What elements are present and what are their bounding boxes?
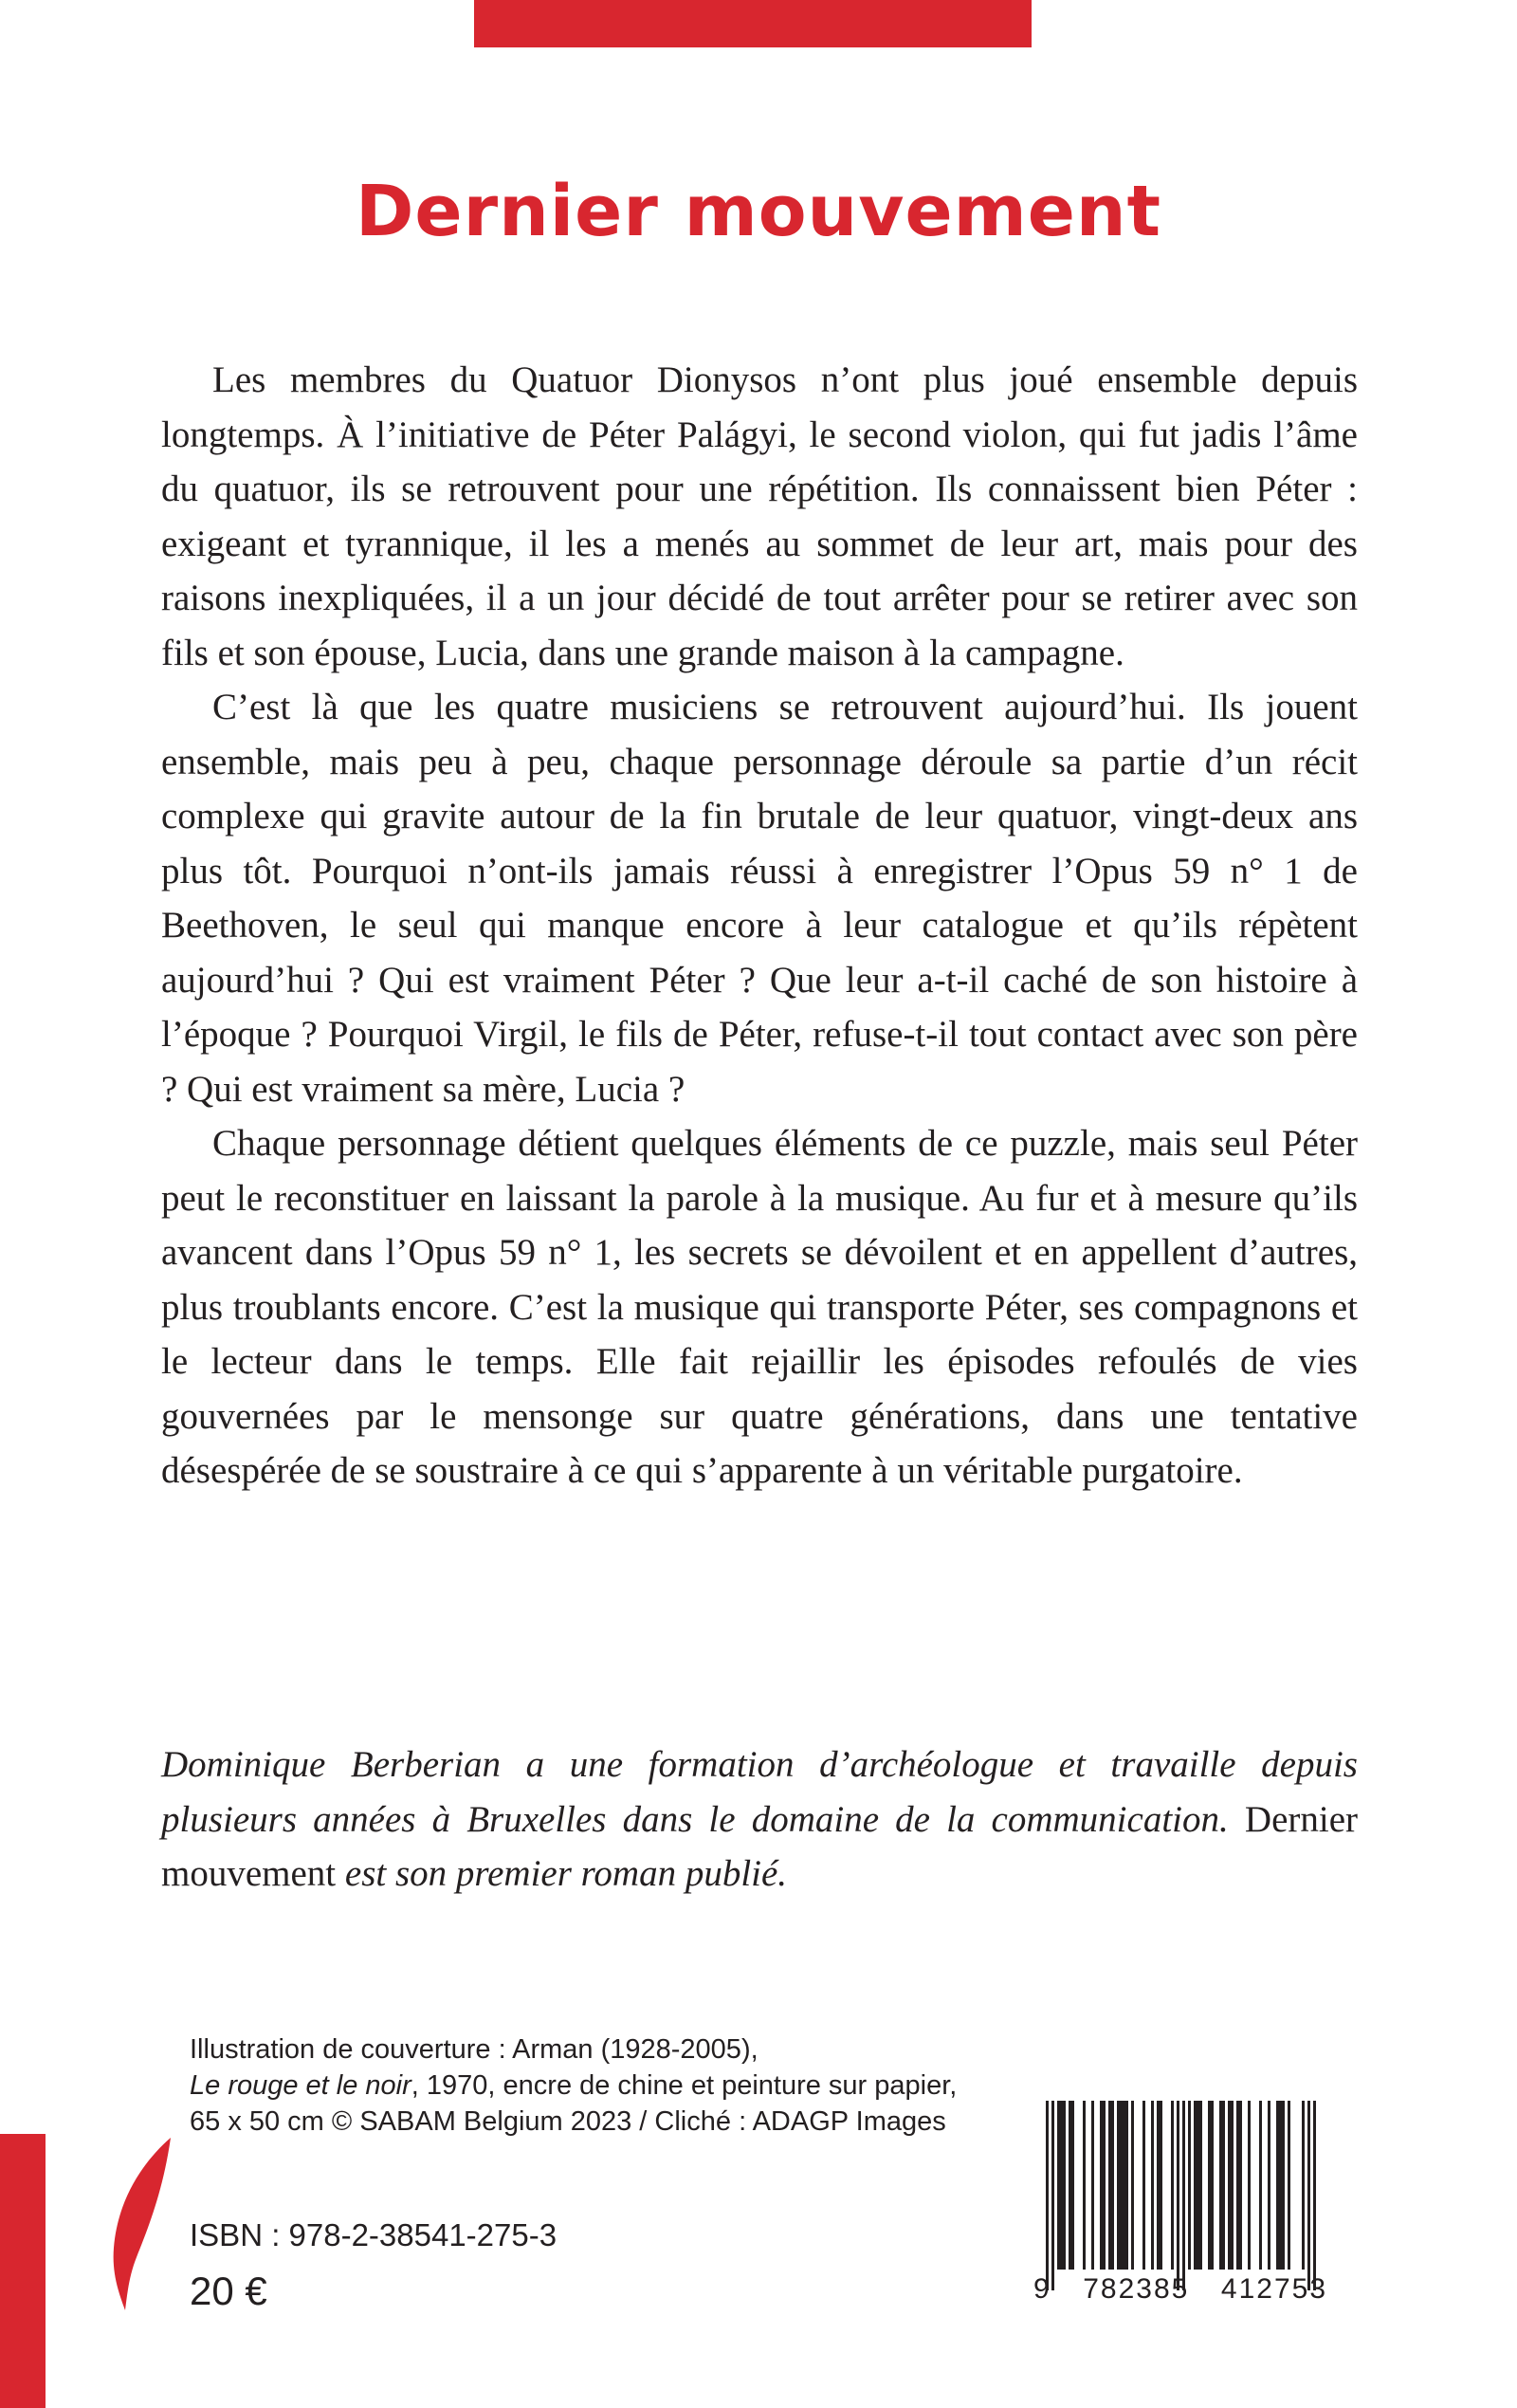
side-accent-bar xyxy=(0,2134,46,2408)
barcode-bar xyxy=(1282,2101,1285,2270)
barcode-bar xyxy=(1071,2101,1074,2270)
cover-credits xyxy=(190,2031,1119,2140)
barcode-left-group: 782385 xyxy=(1083,2273,1190,2305)
barcode-digits xyxy=(1033,2273,1327,2306)
barcode-bar xyxy=(1194,2101,1197,2270)
credits-line-3: 65 x 50 cm © SABAM Belgium 2023 / Cliché : ADAGP Images xyxy=(190,2106,946,2137)
barcode-bar xyxy=(1182,2101,1185,2290)
red-feather-quill-icon xyxy=(104,2134,180,2314)
barcode-bar xyxy=(1211,2101,1214,2270)
barcode-bar xyxy=(1046,2101,1049,2290)
barcode-bar xyxy=(1248,2101,1251,2270)
barcode-bar xyxy=(1228,2101,1231,2270)
top-accent-bar xyxy=(474,0,1032,47)
barcode-bar xyxy=(1151,2101,1154,2270)
barcode-bar xyxy=(1219,2101,1222,2270)
credits-line-2 xyxy=(190,2068,1119,2104)
barcode-bar xyxy=(1063,2101,1066,2270)
barcode-bar xyxy=(1100,2101,1103,2270)
barcode-bar xyxy=(1268,2101,1270,2270)
barcode-bar xyxy=(1239,2101,1242,2270)
barcode-bar xyxy=(1288,2101,1290,2270)
barcode-bar xyxy=(1083,2101,1086,2270)
author-bio-text xyxy=(161,1737,1358,1902)
blurb xyxy=(161,353,1358,1498)
barcode-bar xyxy=(1120,2101,1123,2270)
barcode-bar xyxy=(1313,2101,1316,2290)
artwork-details: , 1970, encre de chine et peinture sur papier, xyxy=(411,2070,958,2101)
isbn: ISBN : 978-2-38541-275-3 xyxy=(190,2217,557,2252)
barcode-bar xyxy=(1276,2101,1279,2270)
barcode-bar xyxy=(1197,2101,1199,2270)
barcode-bar xyxy=(1279,2101,1282,2270)
barcode-bar xyxy=(1108,2101,1111,2270)
barcode-bar xyxy=(1125,2101,1128,2270)
barcode-bar xyxy=(1222,2101,1225,2270)
barcode-bar xyxy=(1051,2101,1054,2290)
blurb-paragraph-1: Les membres du Quatuor Dionysos n’ont plus joué ensemble depuis longtemps. À l’initiative de Péter Palágyi, le second violon, qui fut jadis l’âme du quatuor, ils se retrouvent pour une répétition. Ils connaissent bien Péter : exigeant et tyrannique, il les a menés au sommet de leur art, mais pour des raisons inexpliquées, il a un jour décidé de tout arrêter pour se retirer avec son fils et son épouse, Lucia, dans une grande maison à la campagne. xyxy=(161,359,1358,673)
barcode-bar xyxy=(1171,2101,1174,2270)
barcode-bar xyxy=(1060,2101,1063,2270)
credits-line-1: Illustration de couverture : Arman (1928-2005), xyxy=(190,2034,758,2065)
price: 20 € xyxy=(190,2269,267,2313)
barcode-bar xyxy=(1057,2101,1060,2270)
barcode-bar xyxy=(1157,2101,1160,2270)
barcode-bar xyxy=(1231,2101,1234,2270)
barcode-bar xyxy=(1307,2101,1310,2290)
barcode-bar xyxy=(1142,2101,1145,2270)
barcode-bar xyxy=(1160,2101,1162,2270)
barcode-bar xyxy=(1123,2101,1125,2270)
author-bio-line-end: est son premier roman publié. xyxy=(336,1853,788,1894)
barcode-right-group: 412753 xyxy=(1220,2273,1327,2305)
barcode-bar xyxy=(1111,2101,1114,2270)
barcode-bar xyxy=(1208,2101,1211,2270)
author-bio-line: Dominique Berberian a une formation d’archéologue et travaille depuis plusieurs années à Bruxelles dans le domaine de la communication. xyxy=(161,1744,1358,1840)
barcode-bar xyxy=(1131,2101,1134,2270)
book-title: Dernier mouvement xyxy=(355,171,1161,252)
author-bio xyxy=(161,1737,1358,1902)
blurb-paragraph-3: Chaque personnage détient quelques éléments de ce puzzle, mais seul Péter peut le reconstituer en laissant la parole à la musique. Au fur et à mesure qu’ils avancent dans l’Opus 59 n° 1, les secrets se dévoilent et en appellent d’autres, plus troublants encore. C’est la musique qui transporte Péter, ses compagnons et le lecteur dans le temps. Elle fait rejaillir les épisodes refoulés de vies gouvernées par le mensonge sur quatre générations, dans une tentative désespérée de se soustraire à ce qui s’apparente à un véritable purgatoire. xyxy=(161,1123,1358,1491)
barcode-bar xyxy=(1103,2101,1106,2270)
blurb-paragraph-2: C’est là que les quatre musiciens se retrouvent aujourd’hui. Ils jouent ensemble, mais peu à peu, chaque personnage déroule sa partie d’un récit complexe qui gravite autour de la fin brutale de leur quatuor, vingt-deux ans plus tôt. Pourquoi n’ont-ils jamais réussi à enregistrer l’Opus 59 n° 1 de Beethoven, le seul qui manque encore à leur catalogue et qu’ils répètent aujourd’hui ? Qui est vraiment Péter ? Que leur a-t-il caché de son histoire à l’époque ? Pourquoi Virgil, le fils de Péter, refuse-t-il tout contact avec son père ? Qui est vraiment sa mère, Lucia ? xyxy=(161,687,1358,1110)
barcode-bar xyxy=(1199,2101,1202,2270)
barcode-bar xyxy=(1188,2101,1191,2270)
feather-shape xyxy=(114,2138,171,2310)
barcode-bar xyxy=(1177,2101,1179,2290)
barcode-bar xyxy=(1302,2101,1305,2270)
barcode-first-digit: 9 xyxy=(1033,2273,1051,2305)
barcode-bar xyxy=(1091,2101,1094,2270)
barcode-bar xyxy=(1069,2101,1071,2270)
barcode-bar xyxy=(1259,2101,1262,2270)
author-bio-book-title: Dernier mouvement xyxy=(161,1798,1359,1894)
barcode-bar xyxy=(1117,2101,1120,2270)
barcode-bar xyxy=(1236,2101,1239,2270)
artwork-title: Le rouge et le noir xyxy=(190,2070,411,2101)
